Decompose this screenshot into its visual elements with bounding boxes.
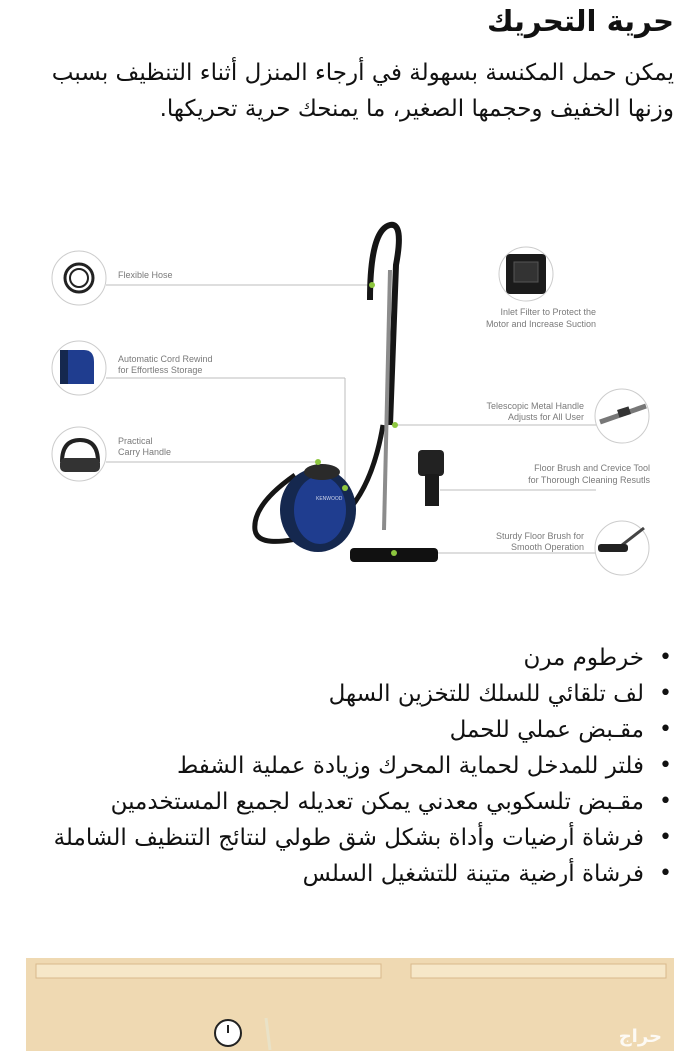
- callout-filter-line1: Inlet Filter to Protect the: [500, 307, 596, 317]
- feature-list: [0, 640, 674, 892]
- hose-thumbnail: [52, 251, 106, 305]
- list-item: • خرطوم مرن: [0, 640, 644, 676]
- vacuum-cleaner-image: [255, 225, 438, 562]
- callout-floor-brush-line2: Smooth Operation: [510, 542, 584, 552]
- cord-rewind-thumbnail: [52, 341, 106, 395]
- room-scene-image: [26, 958, 674, 1051]
- callout-floor-brush-line1: Sturdy Floor Brush for: [495, 531, 584, 541]
- carry-handle-thumbnail: [52, 427, 106, 481]
- crevice-tool-image: [418, 450, 444, 506]
- callout-filter-line2: Motor and Increase Suction: [485, 319, 596, 329]
- telescopic-handle-thumbnail: [595, 389, 649, 443]
- list-item: • مقـبض تلسكوبي معدني يمكن تعديله لجميع المستخدمين: [0, 784, 644, 820]
- list-item: • فلتر للمدخل لحماية المحرك وزيادة عملية الشفط: [0, 748, 644, 784]
- list-item: • لف تلقائي للسلك للتخزين السهل: [0, 676, 644, 712]
- section-intro: يمكن حمل المكنسة بسهولة في أرجاء المنزل أثناء التنظيف بسبب وزنها الخفيف وحجمها الصغير، ما يمنحك حرية تحريكها.: [51, 60, 674, 122]
- floor-brush-thumbnail: [595, 521, 649, 575]
- callout-carry-line2: Carry Handle: [118, 447, 172, 457]
- callout-cord-rewind-line1: Automatic Cord Rewind: [118, 354, 213, 364]
- inlet-filter-thumbnail: [499, 247, 553, 301]
- callout-crevice-line2: for Thorough Cleaning Resutls: [528, 475, 650, 485]
- list-item: • فرشاة أرضيات وأداة بشكل شق طولي لنتائج التنظيف الشاملة: [0, 820, 644, 856]
- section-title: حرية التحريك: [486, 4, 674, 38]
- product-diagram: [0, 210, 700, 605]
- callout-crevice-line1: Floor Brush and Crevice Tool: [534, 463, 650, 473]
- callout-handle-line1: Telescopic Metal Handle: [486, 401, 584, 411]
- callout-cord-rewind-line2: for Effortless Storage: [118, 365, 203, 375]
- callout-flexible-hose: Flexible Hose: [118, 270, 173, 280]
- watermark-logo: حراج: [618, 1026, 662, 1047]
- callout-carry-line1: Practical: [118, 436, 153, 446]
- list-item: • مقـبض عملي للحمل: [0, 712, 644, 748]
- list-item: • فرشاة أرضية متينة للتشغيل السلس: [0, 856, 644, 892]
- lifestyle-photo: [26, 958, 674, 1051]
- callout-handle-line2: Adjusts for All User: [507, 412, 584, 422]
- brand-label: KENWOOD: [316, 496, 343, 502]
